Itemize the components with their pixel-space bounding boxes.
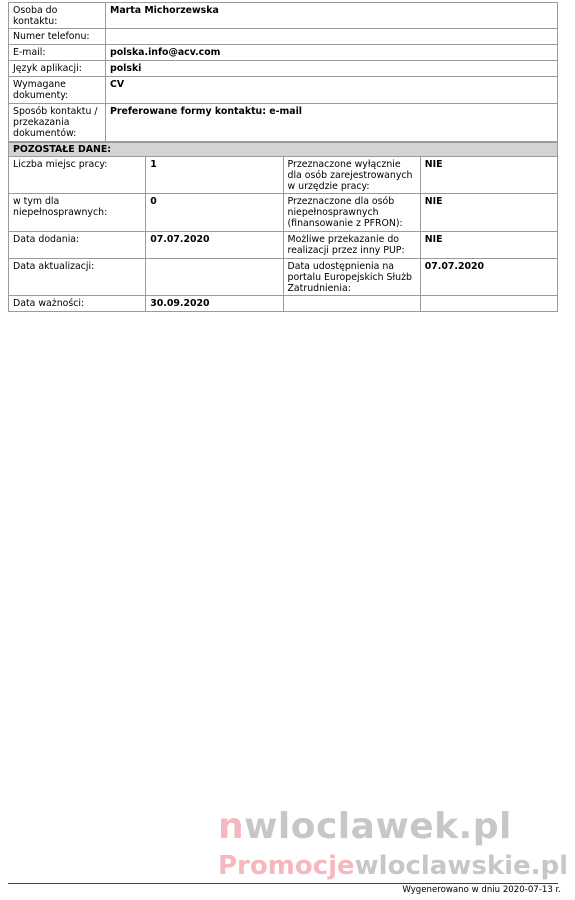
row-label-b: Przeznaczone dla osób niepełnosprawnych (finansowanie z PFRON):: [283, 194, 420, 232]
row-label-b: Data udostępnienia na portalu Europejskich Służb Zatrudnienia:: [283, 259, 420, 296]
row-label-a: Data dodania:: [9, 232, 146, 259]
row-value-a: 30.09.2020: [146, 296, 283, 312]
row-label-b: [283, 296, 420, 312]
generated-date: Wygenerowano w dniu 2020-07-13 r.: [402, 885, 561, 895]
row-value-b: [420, 296, 557, 312]
contact-row-person: [9, 3, 558, 29]
contact-row-phone: [9, 29, 558, 45]
table-row: [9, 296, 558, 312]
contact-row-method: [9, 104, 558, 142]
documents-label: Wymagane dokumenty:: [9, 77, 106, 104]
phone-label: Numer telefonu:: [9, 29, 106, 45]
row-value-a: 0: [146, 194, 283, 232]
watermark-line1-part1: n: [218, 806, 245, 847]
table-row: [9, 259, 558, 296]
table-row: [9, 194, 558, 232]
row-label-a: w tym dla niepełnosprawnych:: [9, 194, 146, 232]
watermark-line1-part2: wloclawek.pl: [244, 806, 512, 847]
row-value-a: 1: [146, 157, 283, 194]
row-label-a: Data ważności:: [9, 296, 146, 312]
row-label-a: Liczba miejsc pracy:: [9, 157, 146, 194]
watermark-line2-part2: wloclawskie.pl: [354, 851, 569, 881]
email-label: E-mail:: [9, 45, 106, 61]
person-label: Osoba do kontaktu:: [9, 3, 106, 29]
section-header-row: [9, 143, 558, 157]
job-offer-details: [8, 2, 558, 312]
language-value: polski: [106, 61, 558, 77]
phone-value: [106, 29, 558, 45]
contact-row-email: [9, 45, 558, 61]
contact-row-language: [9, 61, 558, 77]
method-label: Sposób kontaktu / przekazania dokumentów:: [9, 104, 106, 142]
table-row: [9, 232, 558, 259]
row-value-a: 07.07.2020: [146, 232, 283, 259]
row-value-b: NIE: [420, 194, 557, 232]
contact-table: [8, 2, 558, 142]
row-value-b: NIE: [420, 232, 557, 259]
table-row: [9, 157, 558, 194]
section-title: POZOSTAŁE DANE:: [9, 143, 558, 157]
email-value: polska.info@acv.com: [106, 45, 558, 61]
footer-divider: [8, 883, 558, 884]
watermark-line2-part1: Promocje: [218, 851, 355, 881]
documents-value: CV: [106, 77, 558, 104]
row-value-b: NIE: [420, 157, 557, 194]
method-value: Preferowane formy kontaktu: e-mail: [106, 104, 558, 142]
row-value-a: [146, 259, 283, 296]
person-value: Marta Michorzewska: [106, 3, 558, 29]
row-label-b: Przeznaczone wyłącznie dla osób zarejestrowanych w urzędzie pracy:: [283, 157, 420, 194]
contact-row-documents: [9, 77, 558, 104]
watermark-logo-promocje: [218, 852, 568, 880]
other-data-table: [8, 142, 558, 312]
row-label-b: Możliwe przekazanie do realizacji przez inny PUP:: [283, 232, 420, 259]
language-label: Język aplikacji:: [9, 61, 106, 77]
row-value-b: 07.07.2020: [420, 259, 557, 296]
row-label-a: Data aktualizacji:: [9, 259, 146, 296]
watermark-logo-nwloclawek: [218, 808, 512, 846]
